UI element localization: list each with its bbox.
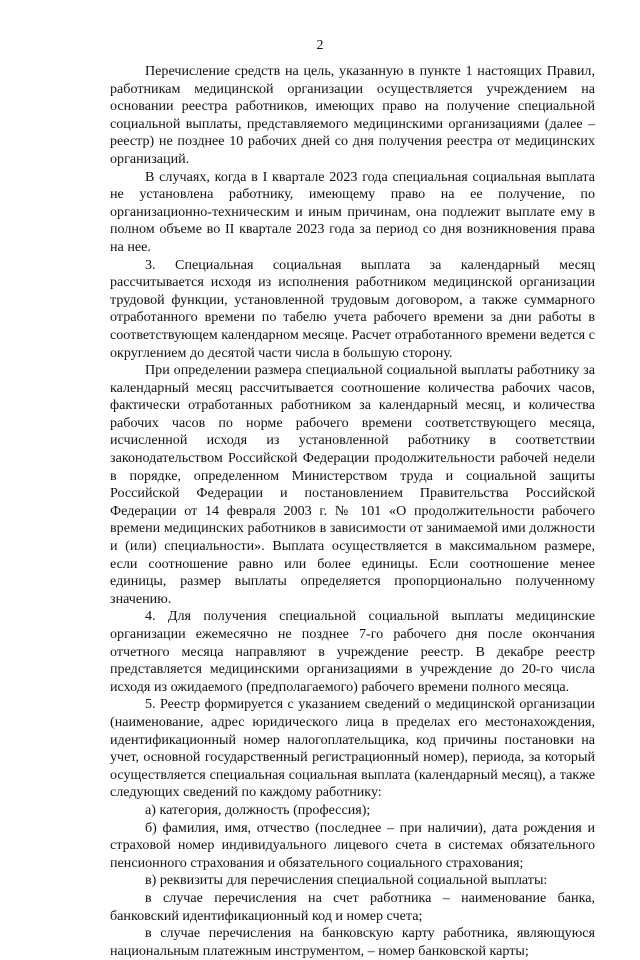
paragraph-first-quarter-2023: В случаях, когда в I квартале 2023 года специальная социальная выплата не установлена работнику, имеющему право на ее получение, по организационно-техническим и иным причинам, она подлежит выплате ему в полном объеме во II квартале 2023 года за период со дня возникновения права на нее. [110,168,595,255]
page-number: 2 [316,38,324,53]
paragraph-3-monthly-calculation: 3. Специальная социальная выплата за календарный месяц рассчитывается исходя из исполнения работником медицинской организации трудовой функции, установленной трудовым договором, а также суммарного отработанного времени по табелю учета рабочего времени за дни работы в соответствующем календарном месяце. Расчет отработанного времени ведется с округлением до десятой части числа в большую сторону. [110,256,595,361]
document-body [110,63,595,960]
paragraph-5-registry-contents: 5. Реестр формируется с указанием сведений о медицинской организации (наименование, адрес юридического лица в пределах его местонахождения, идентификационный номер налогоплательщика, код причины постановки на учет, основной государственный регистрационный номер), периода, за который осуществляется специальная социальная выплата (календарный месяц), а также следующих сведений по каждому работнику: [110,696,595,801]
paragraph-transfer-of-funds: Перечисление средств на цель, указанную в пункте 1 настоящих Правил, работникам медицинской организации осуществляется учреждением на основании реестра работников, имеющих право на получение специальной социальной выплаты, представляемого медицинскими организациями (далее – реестр) не позднее 10 рабочих дней со дня получения реестра от медицинских организаций. [110,63,595,167]
list-item-b: б) фамилия, имя, отчество (последнее – при наличии), дата рождения и страховой номер индивидуального лицевого счета в системах обязательного пенсионного страхования и обязательного социального страхования; [110,819,595,871]
paragraph-payment-size: При определении размера специальной социальной выплаты работнику за календарный месяц рассчитывается соотношение количества рабочих часов, фактически отработанных работником за календарный месяц, и количества рабочих часов по норме рабочего времени соответствующего месяца, исчисленной исходя из установленной работнику в соответствии законодательством Российской Федерации продолжительности рабочей недели в порядке, определенном Министерством труда и социальной защиты Российской Федерации и постановлением Правительства Российской Федерации от 14 февраля 2003 г. № 101 «О продолжительности рабочего времени медицинских работников в зависимости от занимаемой ими должности и (или) специальности». Выплата осуществляется в максимальном размере, если соотношение равно или более единицы. Если соотношение менее единицы, размер выплаты определяется пропорционально полученному значению. [110,362,595,607]
list-item-a: а) категория, должность (профессия); [145,801,371,818]
paragraph-4-registry-submission: 4. Для получения специальной социальной выплаты медицинские организации ежемесячно не позднее 7-го рабочего дня после окончания отчетного месяца направляют в учреждение реестр. В декабре реестр представляется медицинскими организациями в учреждение до 20-го числа исходя из ожидаемого (предполагаемого) рабочего времени полного месяца. [110,608,595,695]
list-item-v: в) реквизиты для перечисления специальной социальной выплаты: [145,872,548,889]
paragraph-bank-account: в случае перечисления на счет работника – наименование банка, банковский идентификационный код и номер счета; [110,889,595,924]
paragraph-bank-card: в случае перечисления на банковскую карту работника, являющуюся национальным платежным инструментом, – номер банковской карты; [110,925,595,959]
